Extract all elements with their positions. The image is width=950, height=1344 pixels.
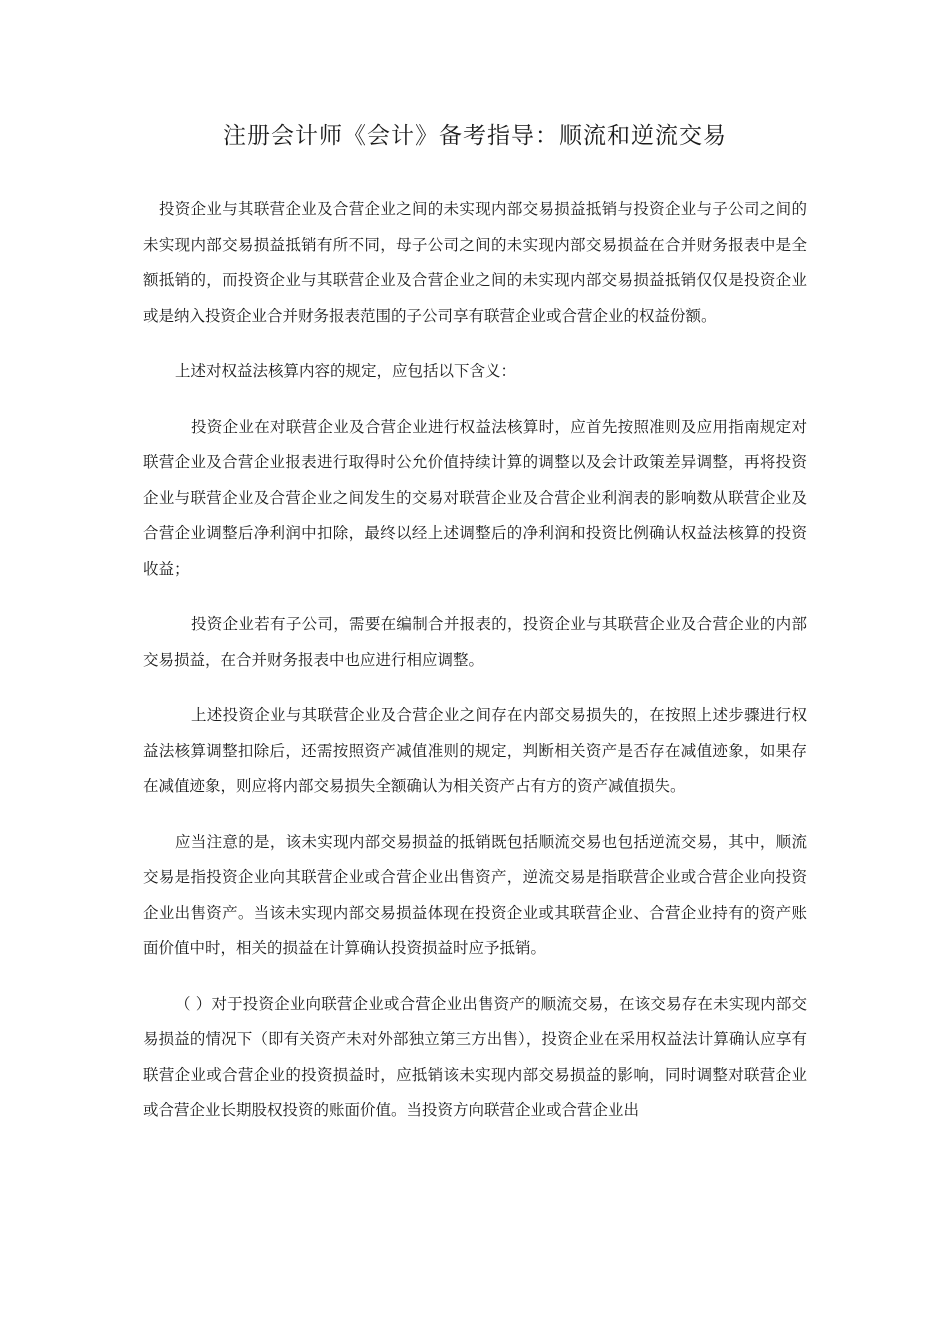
paragraph-note: 应当注意的是，该未实现内部交易损益的抵销既包括顺流交易也包括逆流交易，其中，顺流交易是指投资企业向其联营企业或合营企业出售资产，逆流交易是指联营企业或合营企业向投资企业出售资产。当该未实现内部交易损益体现在投资企业或其联营企业、合营企业持有的资产账面价值中时，相关的损益在计算确认投资损益时应予抵销。: [143, 832, 807, 957]
paragraph-downstream: （ ）对于投资企业向联营企业或合营企业出售资产的顺流交易，在该交易存在未实现内部交易损益的情况下（即有关资产未对外部独立第三方出售），投资企业在采用权益法计算确认应享有联营企业或合营企业的投资损益时，应抵销该未实现内部交易损益的影响，同时调整对联营企业或合营企业长期股权投资的账面价值。当投资方向联营企业或合营企业出: [143, 994, 807, 1119]
paragraph-subsidiary: 投资企业若有子公司，需要在编制合并报表的，投资企业与其联营企业及合营企业的内部交易损益，在合并财务报表中也应进行相应调整。: [143, 615, 807, 669]
paragraph-intro: 投资企业与其联营企业及合营企业之间的未实现内部交易损益抵销与投资企业与子公司之间的未实现内部交易损益抵销有所不同，母子公司之间的未实现内部交易损益在合并财务报表中是全额抵销的，而投资企业与其联营企业及合营企业之间的未实现内部交易损益抵销仅仅是投资企业或是纳入投资企业合并财务报表范围的子公司享有联营企业或合营企业的权益份额。: [143, 200, 807, 325]
paragraph-lead-in: 上述对权益法核算内容的规定，应包括以下含义：: [175, 362, 517, 380]
paragraph-loss: 上述投资企业与其联营企业及合营企业之间存在内部交易损失的，在按照上述步骤进行权益法核算调整扣除后，还需按照资产减值准则的规定，判断相关资产是否存在减值迹象，如果存在减值迹象，则应将内部交易损失全额确认为相关资产占有方的资产减值损失。: [143, 706, 807, 795]
document-title: 注册会计师《会计》备考指导：顺流和逆流交易: [223, 123, 727, 149]
document-body: [143, 192, 807, 1149]
paragraph-equity-method: 投资企业在对联营企业及合营企业进行权益法核算时，应首先按照准则及应用指南规定对联营企业及合营企业报表进行取得时公允价值持续计算的调整以及会计政策差异调整，再将投资企业与联营企业及合营企业之间发生的交易对联营企业及合营企业利润表的影响数从联营企业及合营企业调整后净利润中扣除，最终以经上述调整后的净利润和投资比例确认权益法核算的投资收益；: [143, 417, 807, 578]
